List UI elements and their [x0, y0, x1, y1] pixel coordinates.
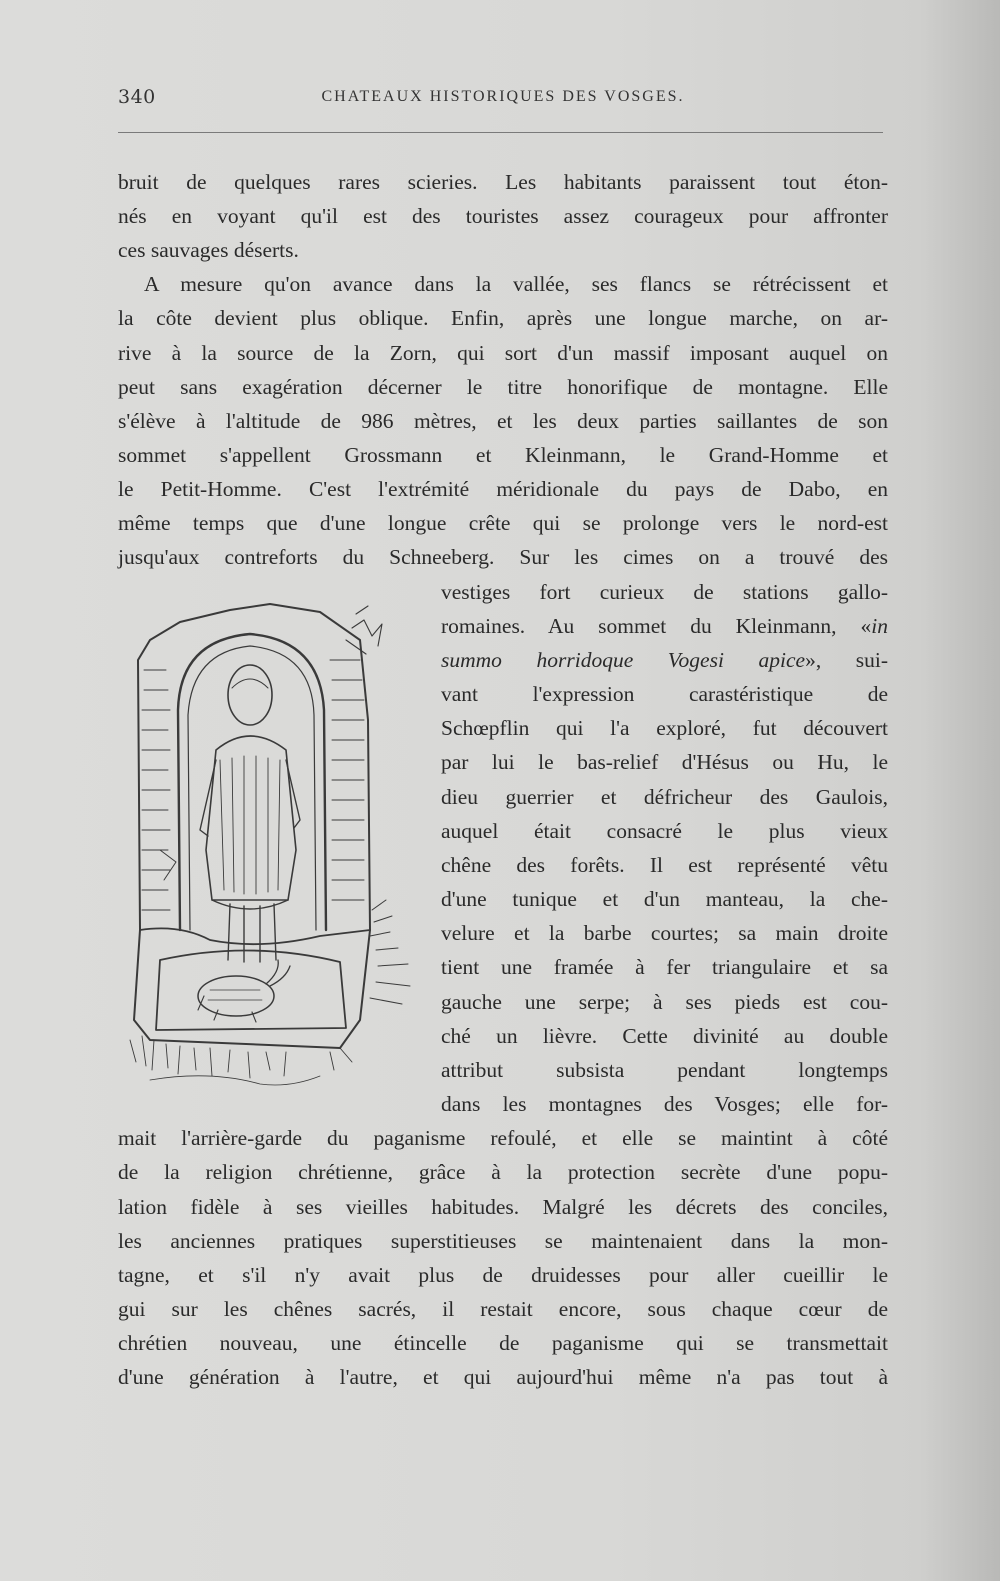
text-line: ché un lièvre. Cette divinité au double	[441, 1024, 888, 1048]
text-line: vant l'expression carastéristique de	[441, 682, 888, 706]
text-line: jusqu'aux contreforts du Schneeberg. Sur les cimes on a trouvé des	[118, 545, 888, 569]
text-line: dans les montagnes des Vosges; elle for-	[441, 1092, 888, 1116]
text-line-with-italic	[441, 609, 888, 643]
text-line: dieu guerrier et défricheur des Gaulois,	[441, 785, 888, 809]
text-line: velure et la barbe courtes; sa main droite	[441, 921, 888, 945]
text-line: même temps que d'une longue crête qui se prolonge vers le nord-est	[118, 511, 888, 535]
text-run: », sui-	[805, 648, 888, 672]
text-line: peut sans exagération décerner le titre honorifique de montagne. Elle	[118, 375, 888, 399]
text-line: auquel était consacré le plus vieux	[441, 819, 888, 843]
text-line: les anciennes pratiques superstitieuses se maintenaient dans la mon-	[118, 1229, 888, 1253]
text-line: chrétien nouveau, une étincelle de paganisme qui se transmettait	[118, 1331, 888, 1355]
text-line: lation fidèle à ses vieilles habitudes. Malgré les décrets des conciles,	[118, 1195, 888, 1219]
text-line: d'une génération à l'autre, et qui aujourd'hui même n'a pas tout à	[118, 1365, 888, 1389]
text-line: bruit de quelques rares scieries. Les habitants paraissent tout éton-	[118, 170, 888, 194]
italic-word: in	[871, 614, 888, 638]
text-line: rive à la source de la Zorn, qui sort d'un massif imposant auquel on	[118, 341, 888, 365]
text-line: s'élève à l'altitude de 986 mètres, et les deux parties saillantes de son	[118, 409, 888, 433]
text-line: d'une tunique et d'un manteau, la che-	[441, 887, 888, 911]
text-line: tient une framée à fer triangulaire et sa	[441, 955, 888, 979]
text-line: ces sauvages déserts.	[118, 238, 299, 262]
text-line: Schœpflin qui l'a exploré, fut découvert	[441, 716, 888, 740]
text-line: de la religion chrétienne, grâce à la protection secrète d'une popu-	[118, 1160, 888, 1184]
text-line: nés en voyant qu'il est des touristes assez courageux pour affronter	[118, 204, 888, 228]
text-line: chêne des forêts. Il est représenté vêtu	[441, 853, 888, 877]
text-line: la côte devient plus oblique. Enfin, après une longue marche, on ar-	[118, 306, 888, 330]
text-line: gauche une serpe; à ses pieds est cou-	[441, 990, 888, 1014]
text-line: gui sur les chênes sacrés, il restait encore, sous chaque cœur de	[118, 1297, 888, 1321]
bas-relief-drawing	[120, 600, 420, 1100]
text-line: A mesure qu'on avance dans la vallée, ses flancs se rétrécissent et	[144, 272, 888, 296]
text-run: romaines. Au sommet du Kleinmann, «	[441, 614, 872, 638]
text-line: par lui le bas-relief d'Hésus ou Hu, le	[441, 750, 888, 774]
text-line: mait l'arrière-garde du paganisme refoulé, et elle se maintint à côté	[118, 1126, 888, 1150]
text-line: vestiges fort curieux de stations gallo-	[441, 580, 888, 604]
text-line-with-italic	[441, 643, 888, 677]
text-line: attribut subsista pendant longtemps	[441, 1058, 888, 1082]
latin-quote: summo horridoque Vogesi apice	[441, 648, 806, 672]
text-line: sommet s'appellent Grossmann et Kleinmann, le Grand-Homme et	[118, 443, 888, 467]
bas-relief-illustration	[120, 600, 420, 1100]
text-line: tagne, et s'il n'y avait plus de druidesses pour aller cueillir le	[118, 1263, 888, 1287]
running-title: CHATEAUX HISTORIQUES DES VOSGES.	[321, 88, 685, 105]
page-number: 340	[118, 86, 156, 108]
text-line: le Petit-Homme. C'est l'extrémité méridionale du pays de Dabo, en	[118, 477, 888, 501]
